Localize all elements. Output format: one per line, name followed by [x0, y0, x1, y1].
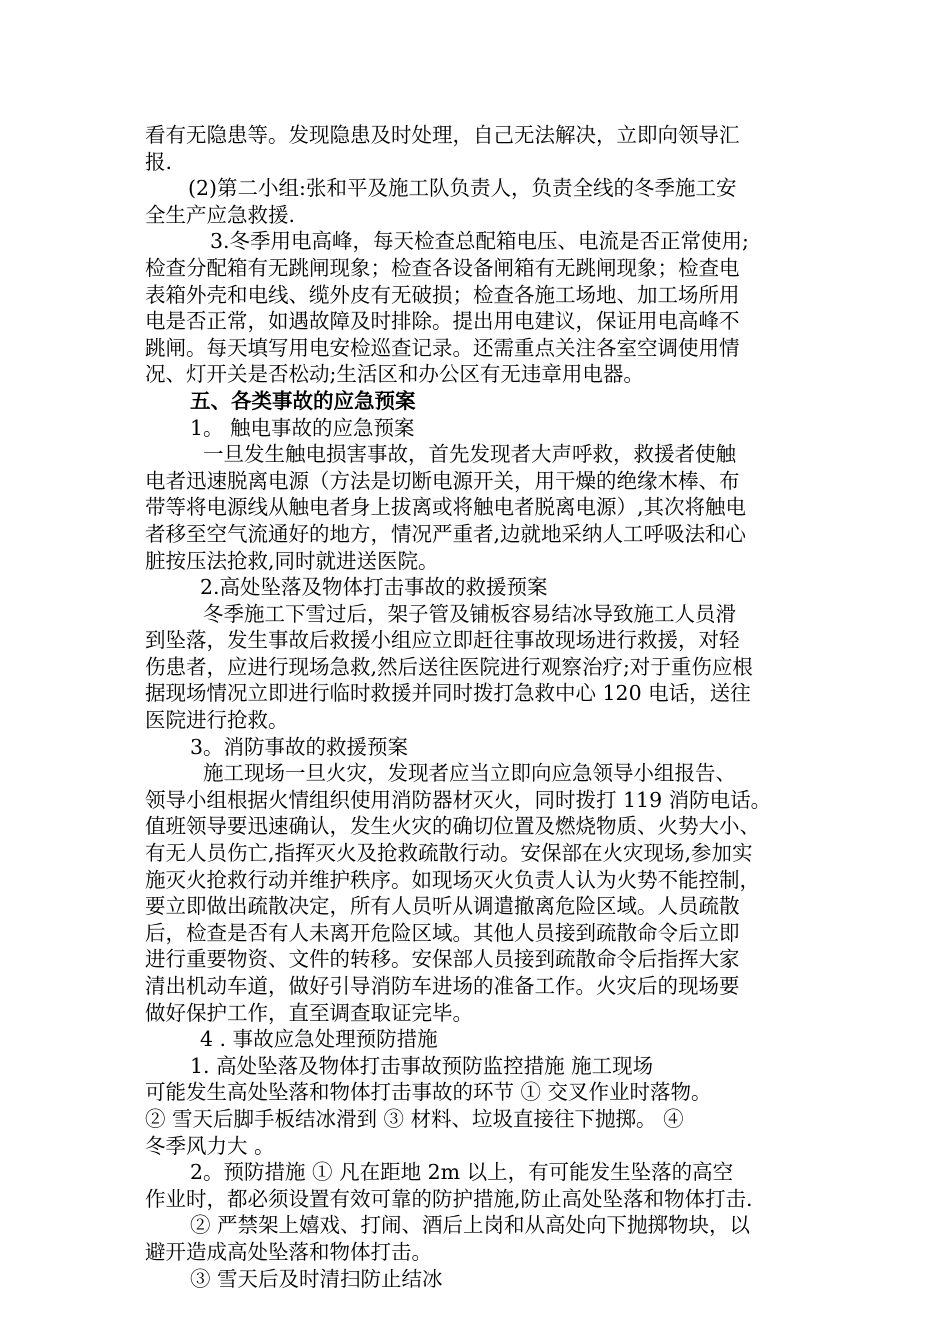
- text-line: ② 严禁架上嬉戏、打闹、酒后上岗和从高处向下抛掷物块，以: [190, 1213, 751, 1238]
- document-page: [145, 122, 810, 1292]
- paragraph-preventive-measures: [145, 1159, 810, 1212]
- text-line: 3。消防事故的救援预案: [190, 734, 409, 759]
- text-line: 五、各类事故的应急预案: [190, 388, 416, 413]
- text-line: 施灭火抢救行动并维护秩序。如现场灭火负责人认为火势不能控制，: [145, 867, 760, 892]
- paragraph-electric-shock: [145, 441, 810, 574]
- text-line: 伤患者，应进行现场急救,然后送往医院进行观察治疗;对于重伤应根: [145, 654, 753, 679]
- paragraph-fall-strike: [145, 601, 810, 734]
- paragraph-monitoring-measures: [145, 1053, 810, 1159]
- subheading-fire: [145, 734, 810, 761]
- paragraph-fire: [145, 760, 810, 1026]
- text-line: 电者迅速脱离电源（方法是切断电源开关，用干燥的绝缘木棒、布: [145, 468, 740, 493]
- text-line: 做好保护工作，直至调查取证完毕。: [145, 1000, 473, 1025]
- text-line: 冬季风力大 。: [145, 1133, 275, 1158]
- text-line: 要立即做出疏散决定，所有人员听从调遣撤离危险区域。人员疏散: [145, 894, 740, 919]
- text-line: 有无人员伤亡,指挥灭火及抢救疏散行动。安保部在火灾现场,参加实: [145, 841, 753, 866]
- subheading-electric-shock: [145, 415, 810, 442]
- text-line: 冬季施工下雪过后，架子管及铺板容易结冰导致施工人员滑: [203, 601, 736, 626]
- text-line: (2)第二小组:张和平及施工队负责人，负责全线的冬季施工安: [188, 176, 737, 201]
- text-line: 1. 高处坠落及物体打击事故预防监控措施 施工现场: [190, 1053, 654, 1078]
- text-line: 值班领导要迅速确认，发生火灾的确切位置及燃烧物质、火势大小、: [145, 814, 760, 839]
- text-line: 4 . 事故应急处理预防措施: [200, 1027, 438, 1052]
- text-line: 清出机动车道，做好引导消防车进场的准备工作。火灾后的现场要: [145, 974, 740, 998]
- text-line: 到坠落，发生事故后救援小组应立即赶往事故现场进行救援，对轻: [145, 628, 740, 653]
- text-line: ③ 雪天后及时清扫防止结冰: [190, 1266, 443, 1291]
- text-line: 看有无隐患等。发现隐患及时处理，自己无法解决，立即向领导汇: [145, 123, 740, 147]
- paragraph-power-peak: [145, 228, 810, 388]
- text-line: 可能发生高处坠落和物体打击事故的环节 ① 交叉作业时落物。: [145, 1080, 712, 1105]
- text-line: 表箱外壳和电线、缆外皮有无破损；检查各施工场地、加工场所用: [145, 282, 740, 307]
- text-line: 报.: [145, 149, 173, 174]
- text-line: 施工现场一旦火灾，发现者应当立即向应急领导小组报告、: [203, 761, 736, 786]
- text-line: 3.冬季用电高峰，每天检查总配箱电压、电流是否正常使用;: [210, 229, 749, 254]
- paragraph-snow-clearing: [145, 1266, 810, 1293]
- text-line: 据现场情况立即进行临时救援并同时拨打急救中心 120 电话，送往: [145, 681, 751, 706]
- text-line: 脏按压法抢救,同时就进送医院。: [145, 548, 439, 573]
- paragraph-second-group: [145, 175, 810, 228]
- subheading-fall-strike: [145, 574, 810, 601]
- text-line: 1。 触电事故的应急预案: [190, 415, 415, 440]
- paragraph-no-horseplay: [145, 1212, 810, 1265]
- subheading-prevention: [145, 1026, 810, 1053]
- text-line: 况、灯开关是否松动;生活区和办公区有无违章用电器。: [145, 362, 644, 387]
- text-line: 领导小组根据火情组织使用消防器材灭火，同时拨打 119 消防电话。: [145, 787, 772, 812]
- text-line: 作业时，都必须设置有效可靠的防护措施,防止高处坠落和物体打击.: [145, 1186, 753, 1211]
- text-line: 医院进行抢救。: [145, 708, 289, 733]
- text-line: ② 雪天后脚手板结冰滑到 ③ 材料、垃圾直接往下抛掷。 ④: [145, 1106, 684, 1131]
- text-line: 全生产应急救援.: [145, 202, 296, 227]
- paragraph-hazard-check: [145, 122, 810, 175]
- text-line: 一旦发生触电损害事故，首先发现者大声呼救，救援者使触: [203, 442, 736, 467]
- text-line: 2。预防措施 ① 凡在距地 2m 以上，有可能发生坠落的高空: [190, 1160, 734, 1185]
- text-line: 进行重要物资、文件的转移。安保部人员接到疏散命令后指挥大家: [145, 947, 740, 972]
- text-line: 后，检查是否有人未离开危险区域。其他人员接到疏散命令后立即: [145, 920, 740, 945]
- text-line: 带等将电源线从触电者身上拔离或将触电者脱离电源）,其次将触电: [145, 495, 747, 520]
- text-line: 跳闸。每天填写用电安检巡查记录。还需重点关注各室空调使用情: [145, 335, 740, 360]
- text-line: 检查分配箱有无跳闸现象；检查各设备闸箱有无跳闸现象；检查电: [145, 255, 740, 280]
- text-line: 者移至空气流通好的地方，情况严重者,边就地采纳人工呼吸法和心: [145, 521, 747, 546]
- section-heading-5: [145, 388, 810, 415]
- text-line: 2.高处坠落及物体打击事故的救援预案: [200, 575, 548, 600]
- text-line: 电是否正常，如遇故障及时排除。提出用电建议，保证用电高峰不: [145, 309, 740, 334]
- text-line: 避开造成高处坠落和物体打击。: [145, 1239, 432, 1264]
